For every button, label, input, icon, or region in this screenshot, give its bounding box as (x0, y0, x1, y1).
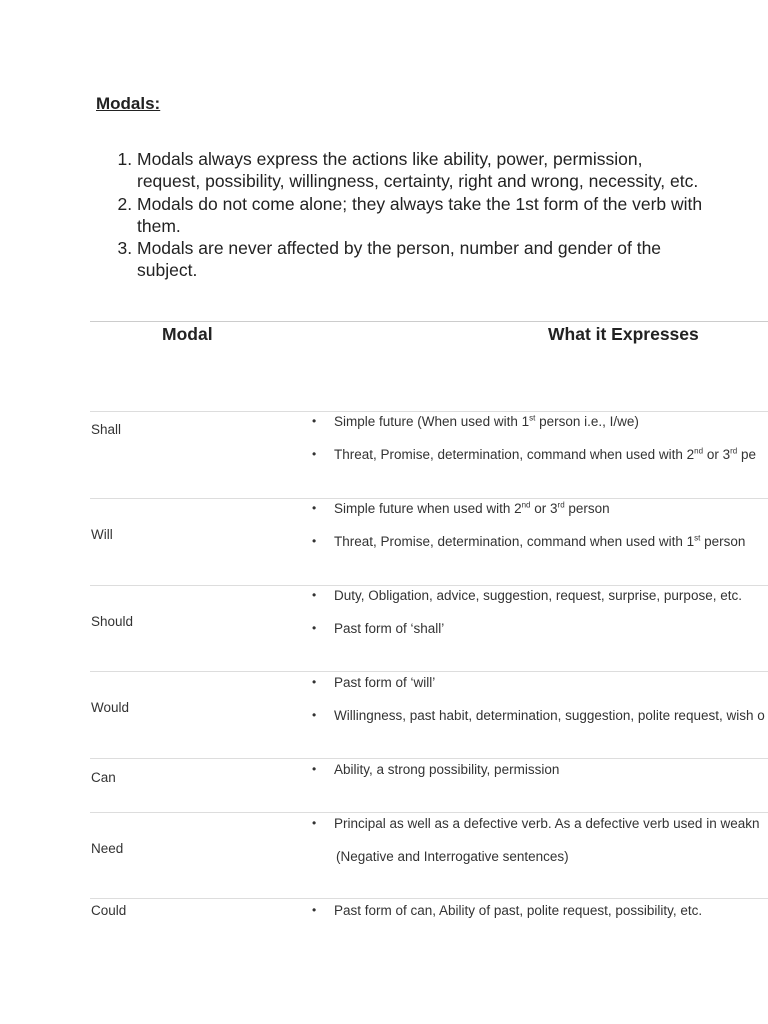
table-row-divider (90, 671, 768, 672)
list-item: • Past form of ‘shall’ (312, 621, 445, 636)
expression-list (312, 762, 559, 795)
expression-list (312, 501, 745, 567)
list-item: • Willingness, past habit, determination, suggestion, polite request, wish o (312, 708, 765, 723)
bullet-icon: • (312, 762, 317, 776)
expression-list (312, 675, 765, 741)
column-header-expresses: What it Expresses (548, 324, 699, 344)
list-item: 1. Modals always express the actions like ability, power, permission, request, possibility, willingness, certainty, right and wrong, necessity, etc. (137, 148, 707, 193)
expression-list (312, 816, 759, 849)
modal-name-should: Should (91, 614, 134, 629)
bullet-icon: • (312, 621, 317, 635)
table-row-divider (90, 812, 768, 813)
bullet-icon: • (312, 447, 317, 461)
bullet-icon: • (312, 501, 317, 515)
bullet-icon: • (312, 903, 317, 917)
bullet-icon: • (312, 708, 317, 722)
expression-list (312, 903, 702, 936)
modal-name-need: Need (91, 841, 124, 856)
modal-name-could: Could (91, 903, 127, 918)
expression-list (312, 414, 756, 480)
expression-note: (Negative and Interrogative sentences) (336, 849, 569, 864)
list-item: 3. Modals are never affected by the person, number and gender of the subject. (137, 237, 707, 282)
modal-name-would: Would (91, 700, 130, 715)
table-row-divider (90, 585, 768, 586)
page-title: Modals: (96, 94, 161, 113)
list-item: • Principal as well as a defective verb. As a defective verb used in weakn (312, 816, 760, 831)
expression-list (312, 588, 742, 654)
bullet-icon: • (312, 816, 317, 830)
list-item: • Past form of can, Ability of past, polite request, possibility, etc. (312, 903, 703, 918)
list-item: • Past form of ‘will’ (312, 675, 436, 690)
table-row-divider (90, 498, 768, 499)
list-item: • Threat, Promise, determination, command when used with 1st person (312, 533, 746, 549)
column-header-modal: Modal (162, 324, 213, 344)
bullet-icon: • (312, 414, 317, 428)
bullet-icon: • (312, 534, 317, 548)
table-row-divider (90, 758, 768, 759)
bullet-icon: • (312, 588, 317, 602)
list-item: • Ability, a strong possibility, permission (312, 762, 560, 777)
list-item: 2. Modals do not come alone; they always take the 1st form of the verb with them. (137, 193, 707, 238)
list-item: • Simple future (When used with 1st person i.e., I/we) (312, 413, 639, 429)
modal-name-will: Will (91, 527, 113, 542)
list-item: • Duty, Obligation, advice, suggestion, request, surprise, purpose, etc. (312, 588, 742, 603)
list-item: • Threat, Promise, determination, command when used with 2nd or 3rd pe (312, 446, 756, 462)
modal-name-can: Can (91, 770, 116, 785)
bullet-icon: • (312, 675, 317, 689)
modal-name-shall: Shall (91, 422, 122, 437)
list-item: • Simple future when used with 2nd or 3rd person (312, 500, 610, 516)
table-top-divider (90, 321, 768, 322)
table-row-divider (90, 898, 768, 899)
intro-list (113, 148, 707, 282)
table-row-divider (90, 411, 768, 412)
